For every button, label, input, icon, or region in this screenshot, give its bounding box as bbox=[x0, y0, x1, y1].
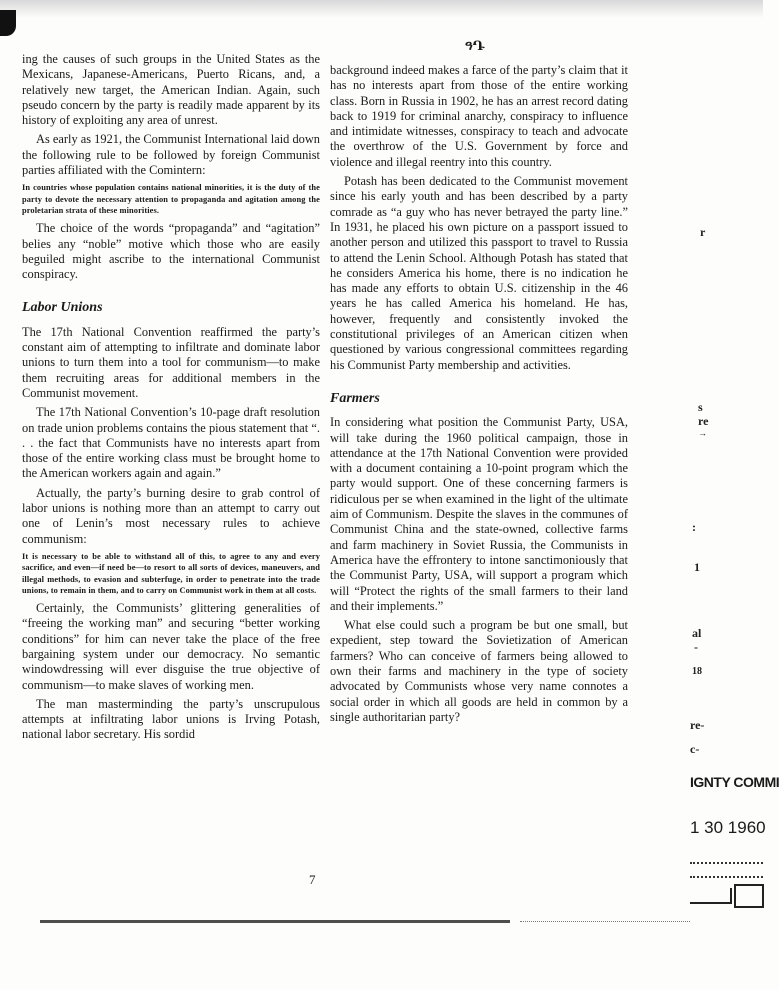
block-quote: In countries whose population contains national minorities, it is the duty of the party to devote the necessary attention to propaganda and agitation among the proletarian strata of these minorities. bbox=[22, 183, 320, 215]
paragraph: Potash has been dedicated to the Communist movement since his early youth and has been described by a party comrade as “a guy who has never betrayed the party line.” In 1931, he placed his own picture on a passport issued to another person and utilized this passport to travel to Russia to attend the Lenin School. Although Potash has stated that he considers America his home, there is no indication he has made any efforts to obtain U.S. citizenship in the 46 years he has called America his homeland. He has, however, frequently and consistently invoked the constitutional privileges of an American citizen when questioned by various congressional committees regarding his Communist Party membership and activities. bbox=[330, 174, 628, 372]
paragraph: The choice of the words “propaganda” and “agitation” belies any “noble” motive which those who are easily beguiled might ascribe to the international Communist conspiracy. bbox=[22, 221, 320, 282]
date-stamp: 1 30 1960 bbox=[690, 818, 766, 837]
scan-top-edge bbox=[0, 0, 763, 18]
margin-fragment: al bbox=[692, 626, 702, 640]
scan-bottom-dotted-rule bbox=[520, 921, 690, 922]
margin-fragment: 1 bbox=[694, 560, 700, 574]
page-number: 7 bbox=[309, 872, 316, 887]
form-box bbox=[690, 888, 732, 904]
paragraph: The man masterminding the party’s unscrupulous attempts at infiltrating labor unions is Irving Potash, national labor secretary. His sordid bbox=[22, 696, 320, 742]
margin-fragment: re- bbox=[690, 718, 705, 732]
margin-fragment: → bbox=[698, 428, 707, 438]
left-column bbox=[22, 52, 320, 747]
margin-fragment: re bbox=[698, 414, 709, 428]
paragraph: In considering what position the Communist Party, USA, will take during the 1960 political campaign, those in attendance at the 17th National Convention were provided with a document containing a 10-point program which the party would support. One of these concerning farmers is ridiculous per se when examined in the light of the ultimate aim of Communism. Despite the slaves in the communes of Communist China and the state-owned, collective farms and farm machinery in Soviet Russia, the Communists in America have the effrontery to intone sanctimoniously that the Communist Party, USA, will support a program which will “Protect the rights of the small farmers to their land and their implements.” bbox=[330, 415, 628, 613]
scan-bottom-rule bbox=[40, 920, 510, 923]
paragraph: As early as 1921, the Communist International laid down the following rule to be followed by foreign Communist parties affiliated with the Comintern: bbox=[22, 132, 320, 178]
paragraph: The 17th National Convention reaffirmed the party’s constant aim of attempting to infiltrate and dominate labor unions to turn them into a tool for communism—to make them recruiting areas for additional members in the Communist movement. bbox=[22, 324, 320, 400]
dotted-rule bbox=[690, 862, 763, 864]
margin-fragment: r bbox=[700, 225, 706, 239]
paragraph: What else could such a program be but one small, but expedient, step toward the Sovietization of American farmers? Who can conceive of farmers being allowed to own their farms and machinery in the type of society advocated by Communists whose very name connotes a social order in which all goods are held in common by a single authoritarian party? bbox=[330, 618, 628, 724]
header-mark: ዓԴ bbox=[465, 38, 485, 53]
margin-fragment: - bbox=[694, 640, 698, 654]
paragraph: Actually, the party’s burning desire to grab control of labor unions is nothing more than an attempt to carry out one of Lenin’s most necessary rules to achieve communism: bbox=[22, 485, 320, 546]
margin-fragment: s bbox=[698, 400, 703, 414]
margin-fragment: с- bbox=[690, 742, 700, 756]
adjacent-page-margin bbox=[690, 0, 779, 990]
section-heading-labor-unions: Labor Unions bbox=[22, 300, 103, 316]
margin-fragment: : bbox=[692, 520, 696, 534]
paragraph: Certainly, the Communists’ glittering generalities of “freeing the working man” and securing “better working conditions” for him can never take the place of the free bargaining system under our democracy. No semantic windowdressing will ever disguise the true objective of communism—to make slaves of working men. bbox=[22, 601, 320, 692]
paragraph: ing the causes of such groups in the United States as the Mexicans, Japanese-Americans, Puerto Ricans, and, a relatively new target, the American Indian. Again, such pseudo concern by the party is readily made apparent by its history of exploiting any area of unrest. bbox=[22, 52, 320, 128]
right-column bbox=[330, 63, 628, 729]
paragraph: background indeed makes a farce of the party’s claim that it has no interests apart from those of the entire working class. Born in Russia in 1902, he has an arrest record dating back to 1919 for criminal anarchy, conspiracy to influence and intimidate witnesses, conspiracy to teach and advocate the overthrow of the U.S. Government by force and violence and illegal reentry into this country. bbox=[330, 63, 628, 169]
form-box bbox=[734, 884, 764, 908]
paragraph: The 17th National Convention’s 10-page draft resolution on trade union problems contains the pious statement that “. . . the fact that Communists have no interests apart from those of the entire working class must be brought home to the American workers again and again.” bbox=[22, 405, 320, 481]
scan-corner-shadow bbox=[0, 10, 16, 36]
block-quote: It is necessary to be able to withstand all of this, to agree to any and every sacrifice, and even—if need be—to resort to all sorts of devices, maneuvers, and illegal methods, to evasion and subterfuge, in order to penetrate into the trade unions, to remain in them, and to carry on Communist work in them at all costs. bbox=[22, 551, 320, 595]
section-heading-farmers: Farmers bbox=[330, 390, 380, 406]
dotted-rule bbox=[690, 876, 763, 878]
committee-stamp: IGNTY COMMI bbox=[690, 774, 779, 790]
margin-fragment: 18 bbox=[692, 666, 702, 677]
